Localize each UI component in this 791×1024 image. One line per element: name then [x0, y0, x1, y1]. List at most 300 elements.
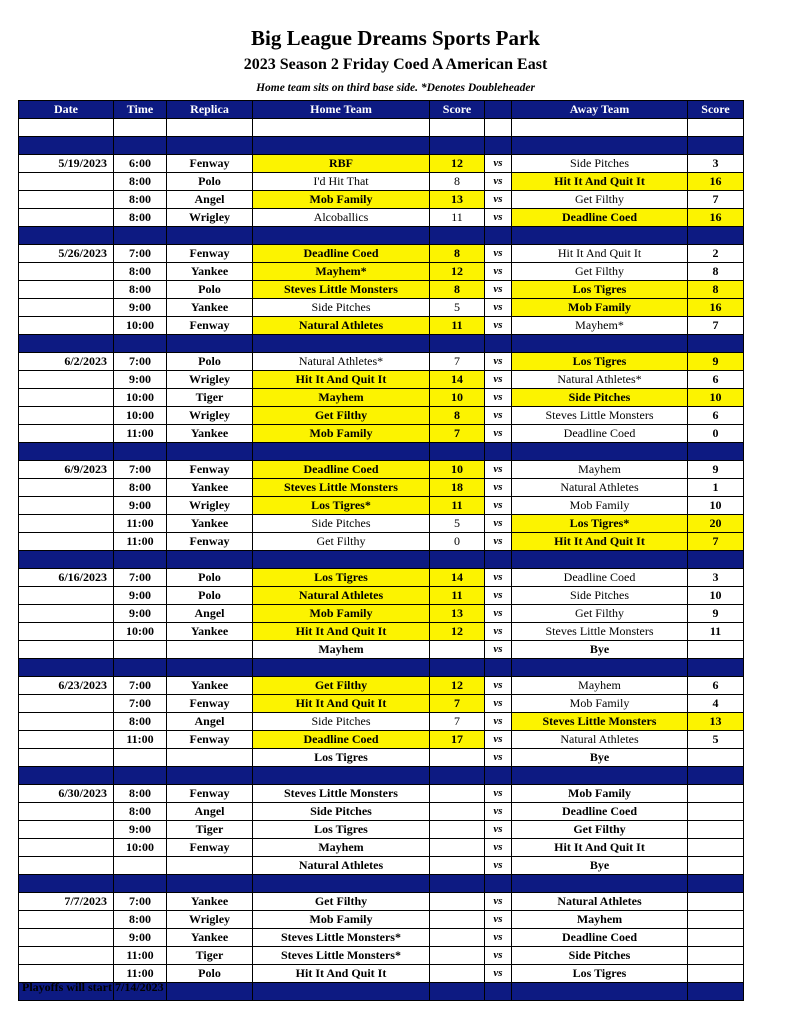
game-date: 6/16/2023	[19, 569, 114, 587]
game-field: Yankee	[167, 515, 253, 533]
empty-cell	[167, 119, 253, 137]
empty-cell	[430, 335, 485, 353]
game-row	[19, 317, 744, 335]
game-date	[19, 299, 114, 317]
vs-label: vs	[485, 821, 512, 839]
vs-label: vs	[485, 299, 512, 317]
game-field: Fenway	[167, 695, 253, 713]
home-team: Deadline Coed	[253, 731, 430, 749]
game-date	[19, 191, 114, 209]
empty-cell	[167, 551, 253, 569]
game-time: 8:00	[114, 479, 167, 497]
vs-label: vs	[485, 353, 512, 371]
game-row	[19, 461, 744, 479]
vs-label: vs	[485, 695, 512, 713]
away-team: Natural Athletes	[512, 479, 688, 497]
empty-cell	[512, 875, 688, 893]
away-team: Bye	[512, 857, 688, 875]
away-team: Get Filthy	[512, 263, 688, 281]
week-separator	[19, 227, 744, 245]
away-team: Los Tigres	[512, 965, 688, 983]
home-team: Alcoballics	[253, 209, 430, 227]
vs-label: vs	[485, 497, 512, 515]
away-score	[688, 785, 744, 803]
away-score: 16	[688, 209, 744, 227]
vs-label: vs	[485, 281, 512, 299]
game-row	[19, 425, 744, 443]
home-team: Steves Little Monsters*	[253, 947, 430, 965]
home-score-header: Score	[430, 101, 485, 119]
game-time: 8:00	[114, 803, 167, 821]
schedule-table	[18, 100, 744, 1001]
game-date	[19, 317, 114, 335]
game-row	[19, 947, 744, 965]
vs-label: vs	[485, 605, 512, 623]
home-score: 8	[430, 281, 485, 299]
game-field: Angel	[167, 713, 253, 731]
vs-label: vs	[485, 173, 512, 191]
away-team: Natural Athletes	[512, 893, 688, 911]
game-row	[19, 731, 744, 749]
vs-label: vs	[485, 425, 512, 443]
empty-cell	[688, 335, 744, 353]
empty-cell	[167, 659, 253, 677]
home-score	[430, 821, 485, 839]
home-team: Mayhem	[253, 839, 430, 857]
empty-cell	[114, 443, 167, 461]
home-team: Deadline Coed	[253, 245, 430, 263]
empty-cell	[114, 551, 167, 569]
away-score: 7	[688, 191, 744, 209]
empty-cell	[19, 443, 114, 461]
empty-cell	[512, 119, 688, 137]
game-field: Fenway	[167, 839, 253, 857]
away-score	[688, 821, 744, 839]
game-field: Angel	[167, 605, 253, 623]
empty-cell	[19, 119, 114, 137]
empty-cell	[253, 335, 430, 353]
game-time: 8:00	[114, 281, 167, 299]
home-score: 5	[430, 515, 485, 533]
game-date	[19, 371, 114, 389]
home-team: Get Filthy	[253, 677, 430, 695]
home-team: Hit It And Quit It	[253, 371, 430, 389]
home-score: 12	[430, 155, 485, 173]
game-field	[167, 749, 253, 767]
home-team: Los Tigres	[253, 569, 430, 587]
home-team-header: Home Team	[253, 101, 430, 119]
game-row	[19, 857, 744, 875]
away-score: 3	[688, 155, 744, 173]
game-date	[19, 623, 114, 641]
empty-cell	[430, 767, 485, 785]
home-score: 11	[430, 209, 485, 227]
home-score: 18	[430, 479, 485, 497]
game-field: Wrigley	[167, 497, 253, 515]
empty-cell	[485, 443, 512, 461]
away-team: Deadline Coed	[512, 425, 688, 443]
game-row	[19, 821, 744, 839]
empty-cell	[485, 137, 512, 155]
home-team: I'd Hit That	[253, 173, 430, 191]
empty-cell	[688, 659, 744, 677]
home-team: Mayhem*	[253, 263, 430, 281]
away-score	[688, 857, 744, 875]
game-field: Polo	[167, 569, 253, 587]
vs-label: vs	[485, 371, 512, 389]
empty-cell	[688, 875, 744, 893]
game-time: 9:00	[114, 497, 167, 515]
game-time: 7:00	[114, 461, 167, 479]
game-row	[19, 209, 744, 227]
empty-cell	[19, 227, 114, 245]
home-score: 7	[430, 353, 485, 371]
away-team: Mayhem	[512, 911, 688, 929]
home-team: Side Pitches	[253, 299, 430, 317]
home-team: Natural Athletes	[253, 587, 430, 605]
empty-cell	[253, 443, 430, 461]
away-score: 3	[688, 569, 744, 587]
game-row	[19, 353, 744, 371]
away-score	[688, 929, 744, 947]
empty-cell	[485, 119, 512, 137]
vs-label: vs	[485, 569, 512, 587]
game-field: Polo	[167, 965, 253, 983]
empty-cell	[167, 335, 253, 353]
vs-label: vs	[485, 587, 512, 605]
game-time: 11:00	[114, 947, 167, 965]
away-team: Deadline Coed	[512, 803, 688, 821]
away-score: 6	[688, 371, 744, 389]
game-row	[19, 911, 744, 929]
empty-cell	[253, 137, 430, 155]
game-time: 7:00	[114, 353, 167, 371]
page-subtitle: 2023 Season 2 Friday Coed A American East	[243, 56, 548, 73]
empty-cell	[485, 335, 512, 353]
away-score: 4	[688, 695, 744, 713]
game-row	[19, 839, 744, 857]
home-score: 10	[430, 461, 485, 479]
vs-label: vs	[485, 245, 512, 263]
away-score: 7	[688, 317, 744, 335]
away-score: 10	[688, 497, 744, 515]
empty-cell	[19, 551, 114, 569]
empty-cell	[430, 551, 485, 569]
home-team: RBF	[253, 155, 430, 173]
empty-cell	[512, 137, 688, 155]
game-date	[19, 533, 114, 551]
vs-header	[485, 101, 512, 119]
game-date: 5/19/2023	[19, 155, 114, 173]
game-row	[19, 803, 744, 821]
game-field: Fenway	[167, 461, 253, 479]
vs-label: vs	[485, 929, 512, 947]
vs-label: vs	[485, 731, 512, 749]
home-team: Steves Little Monsters	[253, 785, 430, 803]
home-score	[430, 839, 485, 857]
game-time: 10:00	[114, 839, 167, 857]
away-team: Deadline Coed	[512, 929, 688, 947]
game-date	[19, 209, 114, 227]
vs-label: vs	[485, 857, 512, 875]
away-score: 8	[688, 263, 744, 281]
game-time: 8:00	[114, 713, 167, 731]
game-row	[19, 605, 744, 623]
away-team: Mayhem	[512, 677, 688, 695]
game-date	[19, 947, 114, 965]
home-team: Side Pitches	[253, 713, 430, 731]
home-score: 8	[430, 173, 485, 191]
game-time: 8:00	[114, 173, 167, 191]
home-score	[430, 803, 485, 821]
game-date	[19, 821, 114, 839]
empty-cell	[253, 227, 430, 245]
away-score: 16	[688, 173, 744, 191]
game-time: 8:00	[114, 191, 167, 209]
away-team: Steves Little Monsters	[512, 713, 688, 731]
week-separator	[19, 551, 744, 569]
home-team: Get Filthy	[253, 533, 430, 551]
game-time: 11:00	[114, 731, 167, 749]
away-score: 13	[688, 713, 744, 731]
away-team: Mob Family	[512, 299, 688, 317]
game-row	[19, 623, 744, 641]
away-team: Get Filthy	[512, 821, 688, 839]
empty-cell	[253, 659, 430, 677]
game-field: Yankee	[167, 479, 253, 497]
game-row	[19, 929, 744, 947]
away-score: 9	[688, 461, 744, 479]
away-score: 5	[688, 731, 744, 749]
game-field: Yankee	[167, 623, 253, 641]
game-date	[19, 641, 114, 659]
game-field: Tiger	[167, 389, 253, 407]
vs-label: vs	[485, 623, 512, 641]
home-score: 14	[430, 371, 485, 389]
empty-cell	[485, 551, 512, 569]
game-time: 10:00	[114, 623, 167, 641]
empty-cell	[688, 767, 744, 785]
game-time: 8:00	[114, 911, 167, 929]
game-field: Polo	[167, 587, 253, 605]
empty-cell	[19, 335, 114, 353]
home-score: 8	[430, 245, 485, 263]
vs-label: vs	[485, 461, 512, 479]
game-field: Yankee	[167, 425, 253, 443]
home-team: Los Tigres	[253, 821, 430, 839]
home-team: Steves Little Monsters	[253, 281, 430, 299]
away-score: 10	[688, 587, 744, 605]
home-score	[430, 857, 485, 875]
empty-cell	[688, 119, 744, 137]
home-team: Hit It And Quit It	[253, 623, 430, 641]
away-team: Get Filthy	[512, 191, 688, 209]
away-team: Steves Little Monsters	[512, 407, 688, 425]
game-time: 8:00	[114, 209, 167, 227]
home-team: Mob Family	[253, 425, 430, 443]
home-team: Side Pitches	[253, 803, 430, 821]
game-field: Yankee	[167, 299, 253, 317]
game-time: 11:00	[114, 425, 167, 443]
vs-label: vs	[485, 407, 512, 425]
away-team: Los Tigres*	[512, 515, 688, 533]
home-team: Get Filthy	[253, 893, 430, 911]
away-team: Mayhem*	[512, 317, 688, 335]
game-date	[19, 173, 114, 191]
game-field: Tiger	[167, 821, 253, 839]
away-score	[688, 947, 744, 965]
game-date: 5/26/2023	[19, 245, 114, 263]
game-date	[19, 515, 114, 533]
empty-cell	[167, 443, 253, 461]
empty-cell	[688, 137, 744, 155]
game-row	[19, 263, 744, 281]
game-time: 7:00	[114, 893, 167, 911]
away-team: Los Tigres	[512, 281, 688, 299]
empty-cell	[512, 659, 688, 677]
home-score: 11	[430, 317, 485, 335]
away-score	[688, 641, 744, 659]
away-score: 9	[688, 605, 744, 623]
empty-cell	[167, 137, 253, 155]
game-field: Yankee	[167, 263, 253, 281]
game-row	[19, 641, 744, 659]
home-score	[430, 893, 485, 911]
away-team: Hit It And Quit It	[512, 533, 688, 551]
home-team: Mob Family	[253, 605, 430, 623]
game-row	[19, 479, 744, 497]
game-date: 6/9/2023	[19, 461, 114, 479]
empty-cell	[485, 767, 512, 785]
game-time: 10:00	[114, 407, 167, 425]
game-date	[19, 497, 114, 515]
game-row	[19, 173, 744, 191]
vs-label: vs	[485, 911, 512, 929]
game-row	[19, 371, 744, 389]
empty-cell	[19, 659, 114, 677]
game-date	[19, 605, 114, 623]
game-time: 9:00	[114, 371, 167, 389]
home-score: 12	[430, 263, 485, 281]
game-field: Fenway	[167, 245, 253, 263]
empty-cell	[253, 551, 430, 569]
game-row	[19, 497, 744, 515]
empty-cell	[114, 119, 167, 137]
empty-cell	[430, 227, 485, 245]
home-score: 10	[430, 389, 485, 407]
home-score: 12	[430, 677, 485, 695]
game-field: Fenway	[167, 731, 253, 749]
away-team: Get Filthy	[512, 605, 688, 623]
week-separator	[19, 767, 744, 785]
away-team: Side Pitches	[512, 155, 688, 173]
away-score: 6	[688, 407, 744, 425]
empty-cell	[512, 335, 688, 353]
home-score: 11	[430, 587, 485, 605]
empty-cell	[19, 137, 114, 155]
game-date: 6/2/2023	[19, 353, 114, 371]
game-time: 11:00	[114, 965, 167, 983]
game-row	[19, 389, 744, 407]
home-score: 11	[430, 497, 485, 515]
game-date	[19, 731, 114, 749]
game-time	[114, 857, 167, 875]
vs-label: vs	[485, 191, 512, 209]
schedule-body	[19, 119, 744, 1001]
spacer-row	[19, 119, 744, 137]
vs-label: vs	[485, 677, 512, 695]
away-score: 11	[688, 623, 744, 641]
home-score: 12	[430, 623, 485, 641]
away-score: 0	[688, 425, 744, 443]
game-date	[19, 389, 114, 407]
game-time	[114, 749, 167, 767]
vs-label: vs	[485, 155, 512, 173]
replica-header: Replica	[167, 101, 253, 119]
week-separator	[19, 875, 744, 893]
away-score	[688, 803, 744, 821]
game-field: Polo	[167, 281, 253, 299]
home-score	[430, 965, 485, 983]
game-date	[19, 263, 114, 281]
empty-cell	[114, 137, 167, 155]
game-time: 9:00	[114, 821, 167, 839]
away-score-header: Score	[688, 101, 744, 119]
home-team: Natural Athletes*	[253, 353, 430, 371]
game-date	[19, 803, 114, 821]
game-row	[19, 893, 744, 911]
game-field: Wrigley	[167, 371, 253, 389]
vs-label: vs	[485, 515, 512, 533]
vs-label: vs	[485, 209, 512, 227]
away-score	[688, 893, 744, 911]
game-row	[19, 533, 744, 551]
game-field: Yankee	[167, 677, 253, 695]
game-field: Angel	[167, 191, 253, 209]
empty-cell	[430, 659, 485, 677]
home-score	[430, 749, 485, 767]
game-time	[114, 641, 167, 659]
away-team: Hit It And Quit It	[512, 245, 688, 263]
empty-cell	[114, 335, 167, 353]
schedule-note: Home team sits on third base side. *Denotes Doubleheader	[256, 82, 535, 94]
empty-cell	[430, 137, 485, 155]
empty-cell	[430, 119, 485, 137]
home-score: 14	[430, 569, 485, 587]
away-team: Steves Little Monsters	[512, 623, 688, 641]
game-date: 7/7/2023	[19, 893, 114, 911]
home-team: Steves Little Monsters	[253, 479, 430, 497]
vs-label: vs	[485, 317, 512, 335]
game-date	[19, 479, 114, 497]
home-team: Mayhem	[253, 641, 430, 659]
game-date: 6/30/2023	[19, 785, 114, 803]
game-field: Yankee	[167, 893, 253, 911]
empty-cell	[688, 227, 744, 245]
home-score	[430, 641, 485, 659]
empty-cell	[114, 875, 167, 893]
vs-label: vs	[485, 533, 512, 551]
empty-cell	[167, 767, 253, 785]
game-date	[19, 857, 114, 875]
vs-label: vs	[485, 839, 512, 857]
game-time: 10:00	[114, 317, 167, 335]
game-time: 7:00	[114, 245, 167, 263]
home-score: 0	[430, 533, 485, 551]
game-date	[19, 407, 114, 425]
home-score: 13	[430, 605, 485, 623]
vs-label: vs	[485, 479, 512, 497]
